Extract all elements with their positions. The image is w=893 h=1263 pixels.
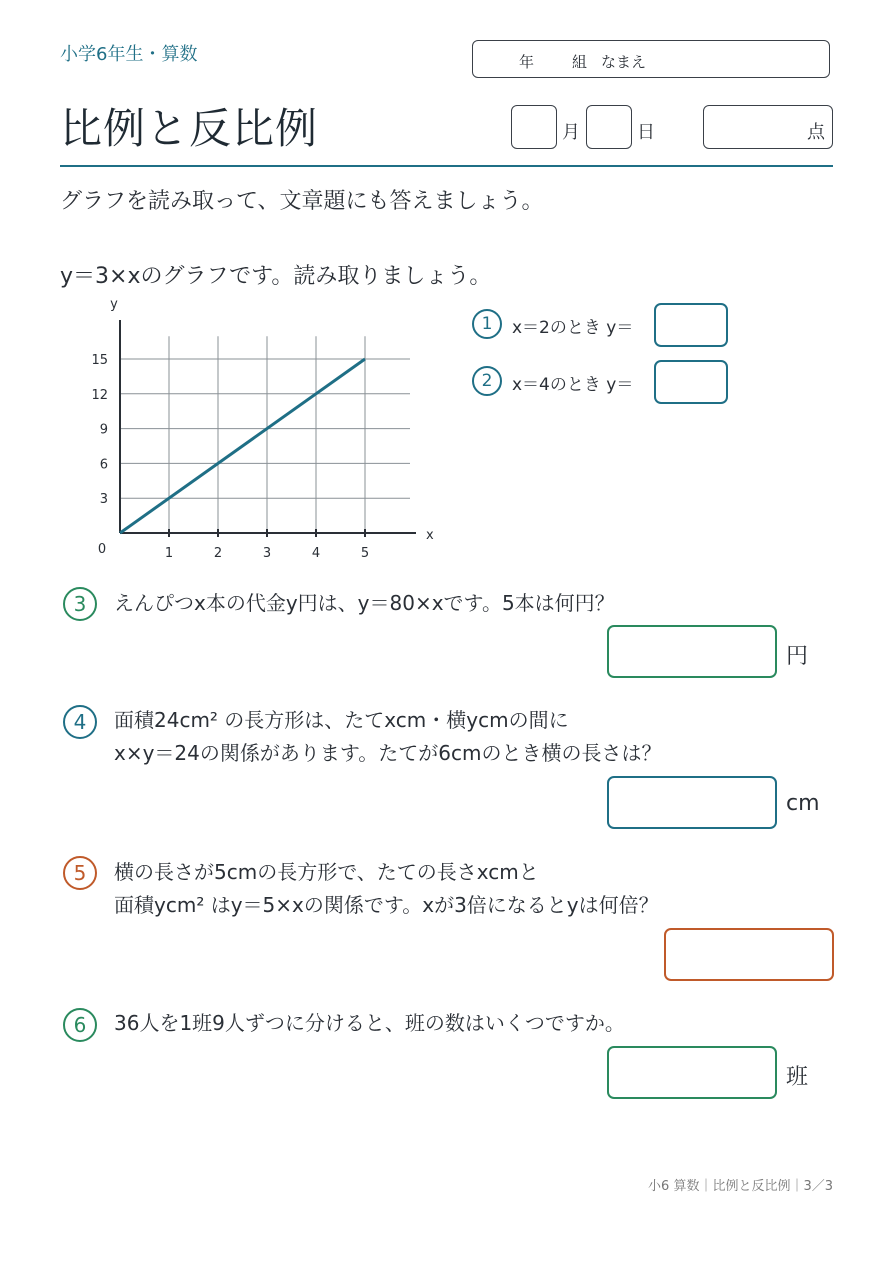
x-tick-label-2: 2 [213,546,223,561]
origin-label: 0 [97,542,107,557]
question-1-text: x＝2のとき y＝ [512,318,634,338]
problem-4-line-2: x×y＝24の関係があります。たてが6cmのとき横の長さは？ [114,741,662,765]
answer-box-6[interactable] [607,1046,777,1099]
problem-number-4: 4 [63,705,97,739]
problem-number-5: 5 [63,856,97,890]
problem-number-3: 3 [63,587,97,621]
month-box[interactable] [511,105,557,149]
day-box[interactable] [586,105,632,149]
proportion-chart [60,290,460,570]
y-tick-label-12: 12 [91,387,108,403]
problem-5-line-2: 面積ycm² はy＝5×xの関係です。xが3倍になるとyは何倍？ [114,893,659,917]
problem-6-line-1: 36人を1班9人ずつに分けると、班の数はいくつですか。 [114,1011,625,1035]
answer-box-1[interactable] [654,303,728,347]
problem-6-unit: 班 [786,1065,809,1090]
problem-4-unit: cm [786,791,820,816]
x-tick-label-4: 4 [311,546,321,561]
y-tick-label-15: 15 [91,353,108,368]
x-tick-label-5: 5 [360,546,370,561]
problem-3-line-1: えんぴつx本の代金y円は、y＝80×xです。5本は何円？ [114,591,615,615]
name-class-label: 組 [572,53,588,71]
problem-3-unit: 円 [786,644,809,669]
answer-box-3[interactable] [607,625,777,678]
series-line-y-3x [120,359,365,533]
answer-box-2[interactable] [654,360,728,404]
question-2-text: x＝4のとき y＝ [512,375,634,395]
graph-section-title: y＝3×xのグラフです。読み取りましょう。 [60,264,492,289]
problem-5-line-1: 横の長さが5cmの長方形で、たての長さxcmと [114,860,539,884]
y-tick-label-6: 6 [99,457,108,473]
intro-text: グラフを読み取って、文章題にも答えましょう。 [60,189,544,214]
grade-label: 小学6年生・算数 [60,44,198,65]
answer-box-4[interactable] [607,776,777,829]
y-axis-label: y [110,297,118,312]
day-label: 日 [637,122,655,143]
question-number-2: 2 [472,366,502,396]
y-tick-label-3: 3 [99,492,108,508]
month-label: 月 [562,122,580,143]
question-number-1: 1 [472,309,502,339]
x-tick-label-3: 3 [262,546,272,561]
name-label: なまえ [601,53,647,71]
y-tick-label-9: 9 [99,422,108,438]
problem-4-line-1: 面積24cm² の長方形は、たてxcm・横ycmの間に [114,708,569,732]
page-title: 比例と反比例 [60,104,319,153]
answer-box-5[interactable] [664,928,834,981]
x-axis-label: x [426,528,434,543]
problem-number-6: 6 [63,1008,97,1042]
x-tick-label-1: 1 [164,546,174,561]
header-divider [60,165,833,167]
name-box[interactable] [472,40,830,78]
name-year-label: 年 [519,53,535,71]
page-footer: 小6 算数｜比例と反比例｜3／3 [648,1179,833,1194]
score-label: 点 [807,122,825,143]
